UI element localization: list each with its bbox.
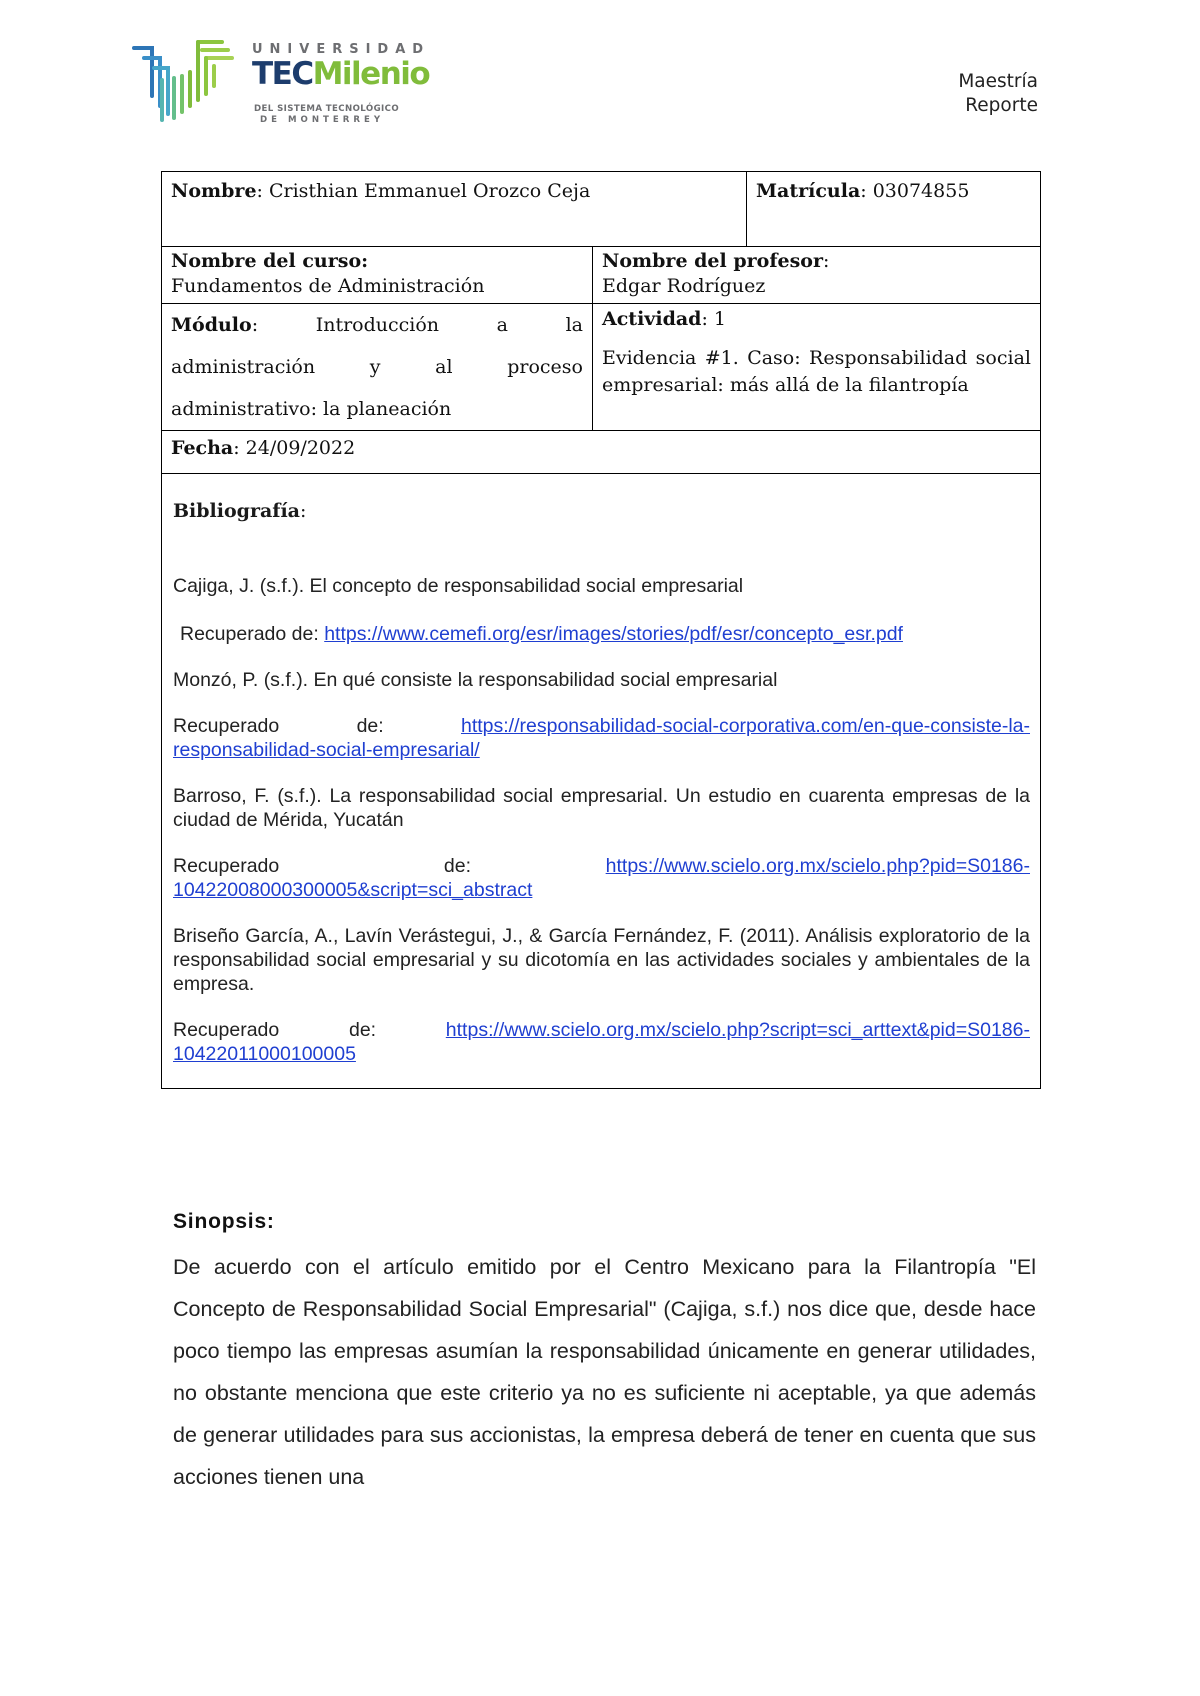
- logo-subtitle: [254, 104, 399, 126]
- doc-type-label: Reporte: [965, 95, 1038, 116]
- recovered-1: Recuperado de: https://www.cemefi.org/esr/images/stories/pdf/esr/concepto_esr.pdf: [180, 623, 903, 645]
- logo-milenio-text: Milenio: [312, 56, 430, 92]
- row-bibliografia: [162, 474, 1040, 1088]
- recovered-2: Recuperado de: https://responsabilidad-social-corporativa.com/en-que-consiste-la- responsabilidad-social-empresarial/: [173, 715, 1030, 761]
- cell-nombre: [162, 172, 747, 246]
- cell-fecha: [162, 431, 1040, 473]
- cell-actividad: [593, 304, 1040, 430]
- cell-profesor: [593, 247, 1040, 303]
- cell-matricula: [747, 172, 1040, 246]
- reference-3-link-part1[interactable]: https://www.scielo.org.mx/scielo.php?pid=S0186-: [605, 855, 1030, 877]
- modulo-line3: administrativo: la planeación: [171, 398, 452, 420]
- logo-tec-text: TEC: [252, 56, 313, 92]
- matricula-label: Matrícula: [756, 180, 861, 202]
- reference-4: Briseño García, A., Lavín Verástegui, J., & García Fernández, F. (2011). Análisis exploratorio de la responsabilidad social empresarial y su dicotomía en las actividades sociales y ambientales de la empresa.: [173, 925, 1030, 995]
- reference-3: Barroso, F. (s.f.). La responsabilidad social empresarial. Un estudio en cuarenta empresas de la ciudad de Mérida, Yucatán: [173, 785, 1030, 831]
- recovered-3: Recuperado de: https://www.scielo.org.mx/scielo.php?pid=S0186- 10422008000300005&script=sci_abstract: [173, 855, 1030, 901]
- cell-modulo: [162, 304, 593, 430]
- modulo-line2: administración y al proceso: [171, 356, 583, 378]
- cell-curso: [162, 247, 593, 303]
- matricula-value: : 03074855: [860, 180, 970, 202]
- profesor-value: Edgar Rodríguez: [602, 275, 766, 297]
- sinopsis-section: [173, 1210, 1036, 1498]
- fecha-label: Fecha: [171, 437, 234, 459]
- curso-value: Fundamentos de Administración: [171, 275, 485, 297]
- bibliografia-section: [162, 474, 1040, 1088]
- info-table: [161, 171, 1041, 1089]
- reference-2-link-part2[interactable]: responsabilidad-social-empresarial/: [173, 739, 480, 761]
- logo-subtitle-line1: DEL SISTEMA TECNOLÓGICO: [254, 104, 400, 114]
- recovered-4: Recuperado de: https://www.scielo.org.mx/scielo.php?script=sci_arttext&pid=S0186- 10422011000100005: [173, 1019, 1030, 1065]
- fecha-value: : 24/09/2022: [233, 437, 356, 459]
- reference-1-link[interactable]: https://www.cemefi.org/esr/images/stories/pdf/esr/concepto_esr.pdf: [324, 623, 903, 645]
- sinopsis-body: De acuerdo con el artículo emitido por el Centro Mexicano para la Filantropía "El Concepto de Responsabilidad Social Empresarial" (Cajiga, s.f.) nos dice que, desde hace poco tiempo las empresas asumían la responsabilidad únicamente en generar utilidades, no obstante menciona que este criterio ya no es suficiente ni aceptable, ya que además de generar utilidades para sus accionistas, la empresa deberá de tener en cuenta que sus acciones tienen una: [173, 1255, 1036, 1489]
- actividad-value: : 1: [701, 308, 726, 330]
- sinopsis-title: Sinopsis:: [173, 1210, 275, 1233]
- bibliografia-title: Bibliografía:: [173, 500, 307, 522]
- curso-label: Nombre del curso:: [171, 250, 369, 272]
- actividad-desc: Evidencia #1. Caso: Responsabilidad social empresarial: más allá de la filantropía: [602, 347, 1031, 396]
- actividad-label: Actividad: [602, 308, 702, 330]
- reference-2-link-part1[interactable]: https://responsabilidad-social-corporativa.com/en-que-consiste-la-: [460, 715, 1030, 737]
- university-logo: [132, 36, 431, 128]
- logo-universidad-text: UNIVERSIDAD: [252, 42, 431, 57]
- program-label: Maestría: [958, 71, 1038, 92]
- row-modulo: [162, 304, 1040, 431]
- reference-4-link-part2[interactable]: 10422011000100005: [173, 1043, 356, 1065]
- profesor-label: Nombre del profesor: [602, 250, 823, 272]
- row-nombre: [162, 172, 1040, 247]
- modulo-label: Módulo: [171, 314, 252, 336]
- nombre-value: : Cristhian Emmanuel Orozco Ceja: [256, 180, 591, 202]
- row-curso: [162, 247, 1040, 304]
- profesor-colon: :: [822, 250, 830, 272]
- logo-tecmilenio-text: [252, 56, 429, 92]
- logo-subtitle-line2: DE MONTERREY: [260, 115, 385, 125]
- tecmilenio-logo-icon: [132, 36, 244, 128]
- nombre-label: Nombre: [171, 180, 257, 202]
- reference-4-link-part1[interactable]: https://www.scielo.org.mx/scielo.php?script=sci_arttext&pid=S0186-: [445, 1019, 1030, 1041]
- header-right: [958, 70, 1038, 118]
- reference-3-link-part2[interactable]: 10422008000300005&script=sci_abstract: [173, 879, 533, 901]
- reference-1: Cajiga, J. (s.f.). El concepto de responsabilidad social empresarial: [173, 575, 744, 597]
- row-fecha: [162, 431, 1040, 474]
- reference-2: Monzó, P. (s.f.). En qué consiste la responsabilidad social empresarial: [173, 669, 778, 691]
- modulo-line1: : Introducción a la: [251, 314, 583, 336]
